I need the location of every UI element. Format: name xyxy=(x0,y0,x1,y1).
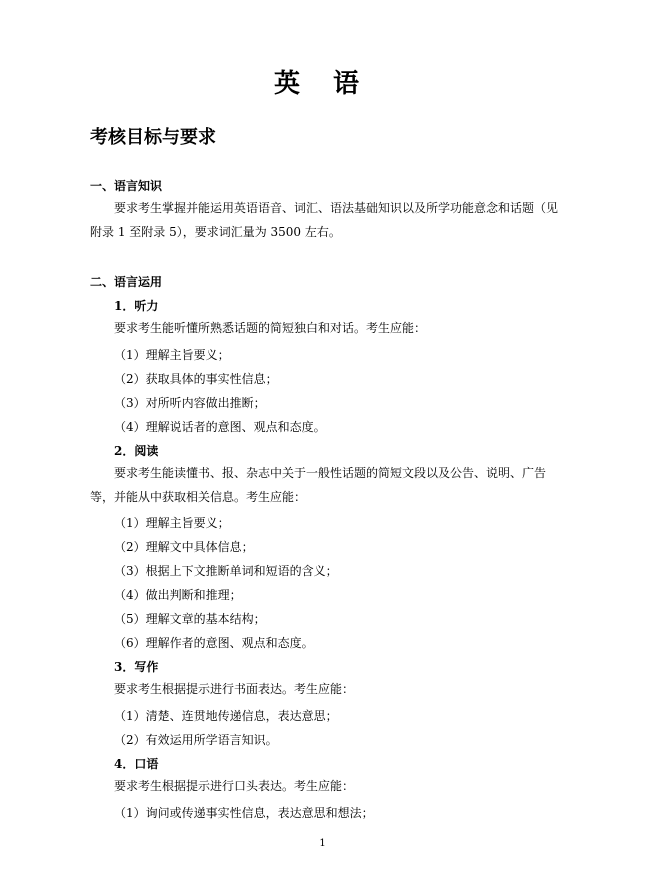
heading-listening: 1．听力 xyxy=(114,299,159,313)
intro-reading: 要求考生能读懂书、报、杂志中关于一般性话题的简短文段以及公告、说明、广告等，并能从中获取相关信息。考生应能： xyxy=(90,466,547,504)
list-item: （6）理解作者的意图、观点和态度。 xyxy=(114,636,314,650)
intro-listening: 要求考生能听懂所熟悉话题的简短独白和对话。考生应能： xyxy=(114,321,427,335)
list-item: （3）对所听内容做出推断； xyxy=(114,396,266,410)
list-item: （2）理解文中具体信息； xyxy=(114,540,254,554)
list-item: （4）理解说话者的意图、观点和态度。 xyxy=(114,420,326,434)
heading-writing: 3．写作 xyxy=(114,660,159,674)
list-item: （1）清楚、连贯地传递信息，表达意思； xyxy=(114,709,338,723)
list-item: （3）根据上下文推断单词和短语的含义； xyxy=(114,564,338,578)
list-item: （2）有效运用所学语言知识。 xyxy=(114,733,278,747)
list-item: （1）询问或传递事实性信息，表达意思和想法； xyxy=(114,806,374,820)
heading-language-use: 二、语言运用 xyxy=(90,275,163,289)
intro-writing: 要求考生根据提示进行书面表达。考生应能： xyxy=(114,682,355,696)
paragraph-language-knowledge: 要求考生掌握并能运用英语语音、词汇、语法基础知识以及所学功能意念和话题（见附录 1 至附录 5），要求词汇量为 3500 左右。 xyxy=(90,201,559,239)
heading-language-knowledge: 一、语言知识 xyxy=(90,179,163,193)
heading-speaking: 4．口语 xyxy=(114,757,159,771)
list-item: （1）理解主旨要义； xyxy=(114,516,230,530)
list-item: （4）做出判断和推理； xyxy=(114,588,242,602)
list-item: （2）获取具体的事实性信息； xyxy=(114,372,278,386)
intro-speaking: 要求考生根据提示进行口头表达。考生应能： xyxy=(114,779,355,793)
list-item: （5）理解文章的基本结构； xyxy=(114,612,266,626)
list-item: （1）理解主旨要义； xyxy=(114,348,230,362)
page-number: 1 xyxy=(319,838,326,849)
section-title: 考核目标与要求 xyxy=(90,127,216,148)
heading-reading: 2．阅读 xyxy=(114,444,159,458)
page-title: 英 语 xyxy=(273,69,372,99)
